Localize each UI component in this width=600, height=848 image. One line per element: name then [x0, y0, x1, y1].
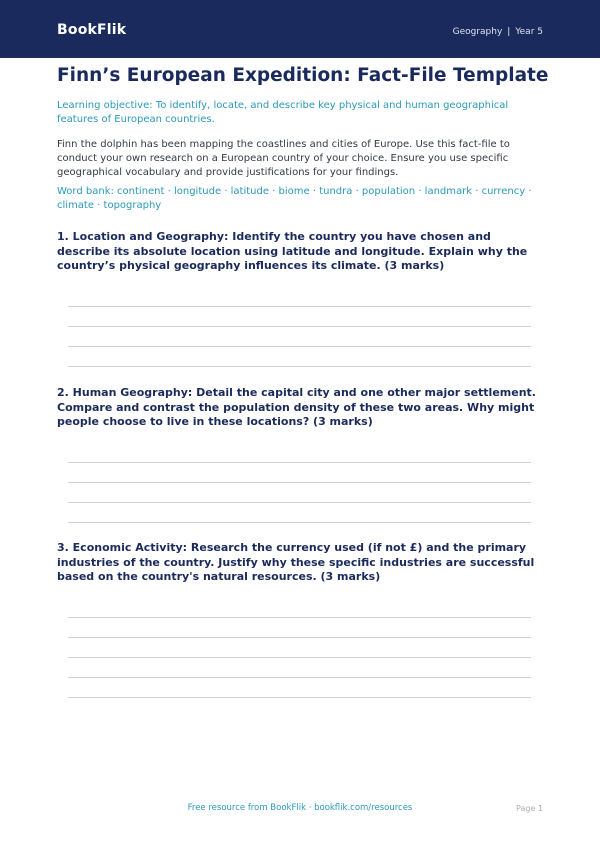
page-title: Finn’s European Expedition: Fact-File Template — [57, 65, 549, 86]
question-3: 3. Economic Activity: Research the currency used (if not £) and the primary industries of the country. Justify why these specific industries are successful based on the country's natural resources. (3 marks) — [57, 541, 535, 583]
page-number: Page 1 — [516, 804, 543, 813]
answer-line — [68, 697, 531, 698]
footer-link[interactable]: Free resource from BookFlik · bookflik.com/resources — [187, 803, 413, 813]
brand-logo: BookFlik — [57, 22, 127, 38]
question-2: 2. Human Geography: Detail the capital city and one other major settlement. Compare and contrast the population density of these two areas. Why might people choose to live in these locations? (3 marks) — [57, 386, 536, 428]
subject-label: Geography — [452, 27, 503, 37]
subject-separator: | — [507, 27, 511, 37]
intro-paragraph: Finn the dolphin has been mapping the coastlines and cities of Europe. Use this fact-file to conduct your own research on a European country of your choice. Ensure you use specific geographical vocabulary and provide justifications for your findings. — [57, 139, 510, 178]
answer-line — [68, 306, 531, 307]
answer-line — [68, 677, 531, 678]
word-bank: Word bank: continent · longitude · latitude · biome · tundra · population · landmark · currency · climate · topography — [57, 186, 532, 211]
answer-line — [68, 657, 531, 658]
answer-line — [68, 366, 531, 367]
answer-line — [68, 462, 531, 463]
answer-line — [68, 637, 531, 638]
subject-year-label — [453, 27, 543, 37]
question-1: 1. Location and Geography: Identify the country you have chosen and describe its absolute location using latitude and longitude. Explain why the country’s physical geography influences its climate. (3 marks) — [57, 230, 528, 272]
answer-line — [68, 522, 531, 523]
answer-line — [68, 346, 531, 347]
year-label: Year 5 — [515, 27, 543, 37]
answer-line — [68, 502, 531, 503]
answer-line — [68, 482, 531, 483]
header-bar — [0, 0, 600, 58]
learning-objective: Learning objective: To identify, locate, and describe key physical and human geographical features of European countries. — [57, 100, 509, 125]
answer-line — [68, 326, 531, 327]
answer-line — [68, 617, 531, 618]
